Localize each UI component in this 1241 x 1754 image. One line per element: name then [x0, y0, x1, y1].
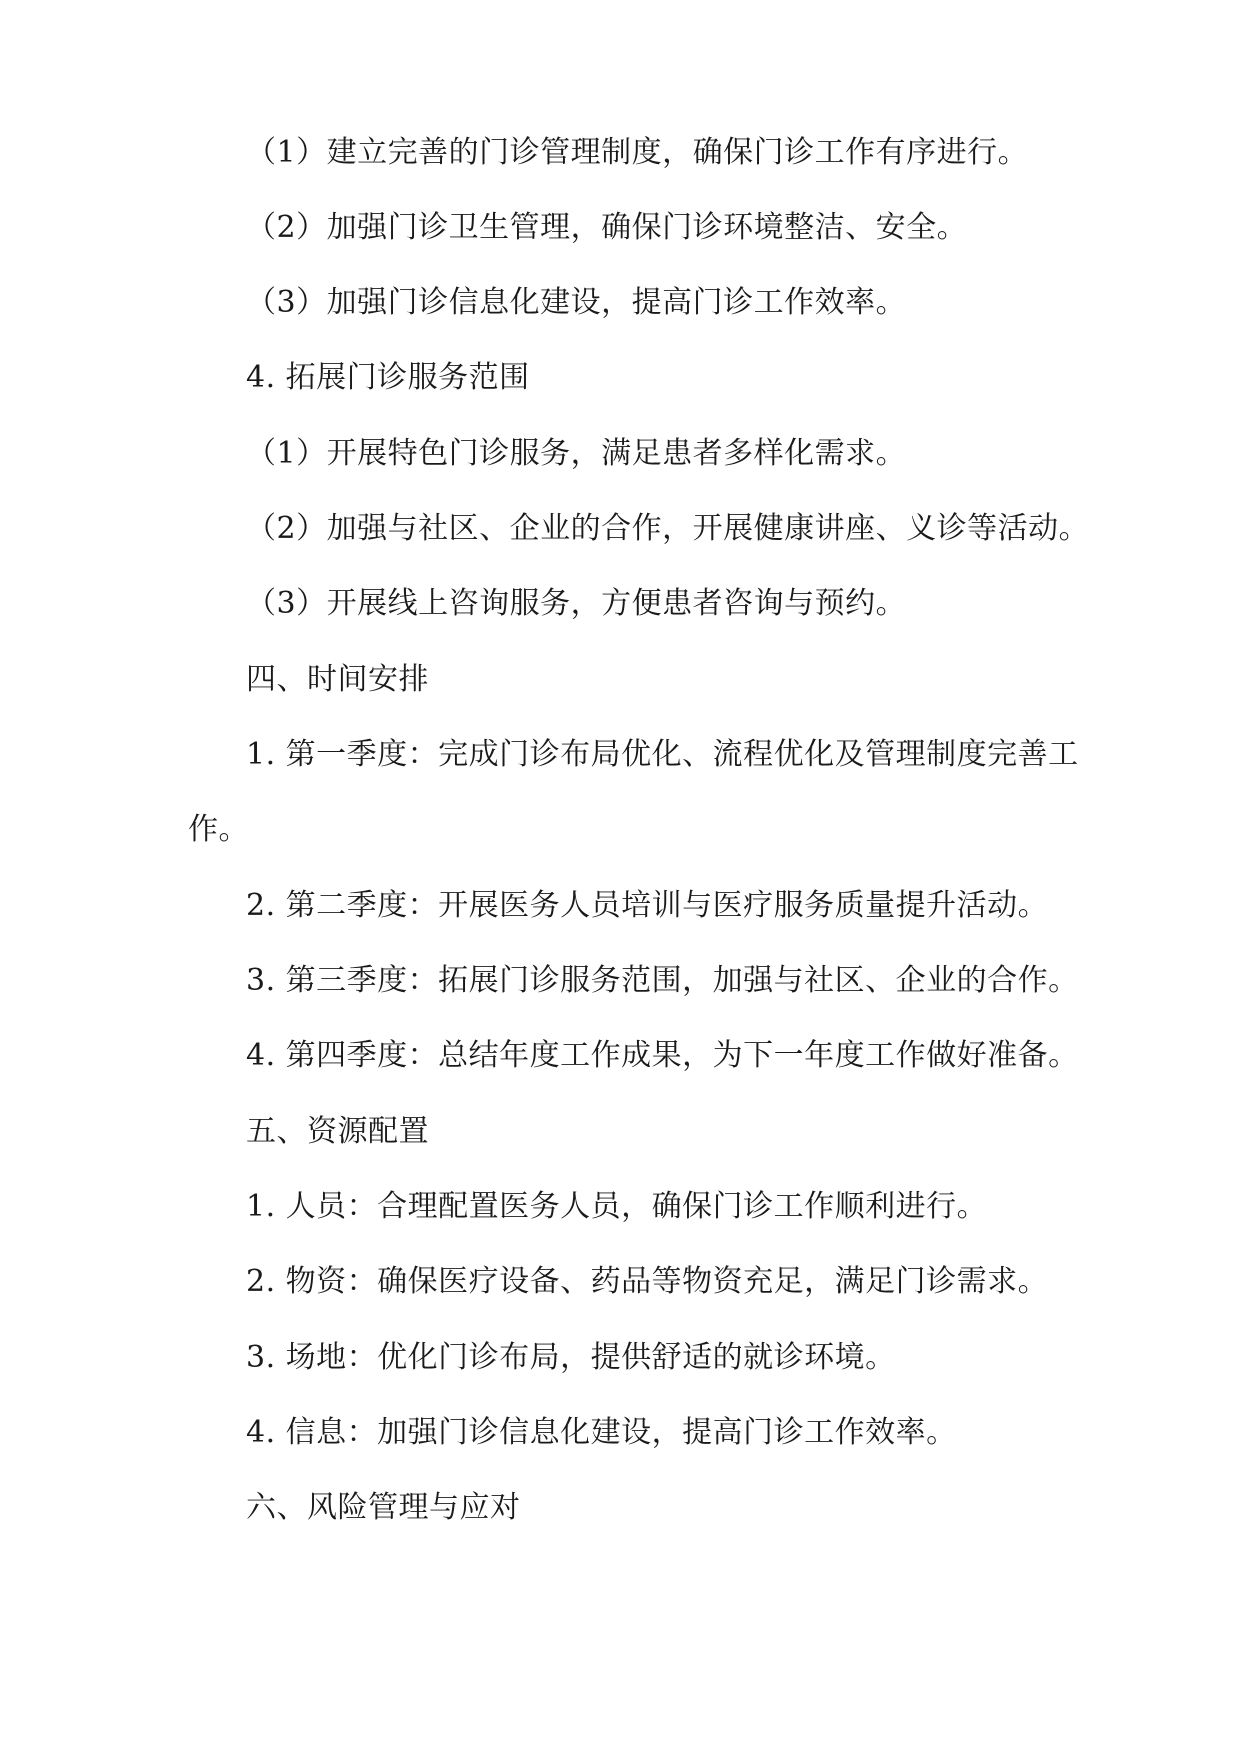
schedule-item-1-continuation: 作。: [188, 812, 249, 847]
section-heading-4: 4. 拓展门诊服务范围: [246, 360, 530, 395]
list-item-4-2: （2）加强与社区、企业的合作，开展健康讲座、义诊等活动。: [246, 511, 1090, 546]
resource-item-1: 1. 人员：合理配置医务人员，确保门诊工作顺利进行。: [246, 1189, 988, 1224]
section-heading-schedule: 四、时间安排: [246, 662, 429, 697]
section-heading-risk: 六、风险管理与应对: [246, 1490, 521, 1525]
list-item-1-2: （2）加强门诊卫生管理，确保门诊环境整洁、安全。: [246, 210, 968, 245]
resource-item-4: 4. 信息：加强门诊信息化建设，提高门诊工作效率。: [246, 1415, 957, 1450]
list-item-4-1: （1）开展特色门诊服务，满足患者多样化需求。: [246, 436, 907, 471]
resource-item-2: 2. 物资：确保医疗设备、药品等物资充足，满足门诊需求。: [246, 1264, 1049, 1299]
schedule-item-3: 3. 第三季度：拓展门诊服务范围，加强与社区、企业的合作。: [246, 963, 1079, 998]
section-heading-resources: 五、资源配置: [246, 1114, 429, 1149]
schedule-item-4: 4. 第四季度：总结年度工作成果，为下一年度工作做好准备。: [246, 1038, 1079, 1073]
list-item-4-3: （3）开展线上咨询服务，方便患者咨询与预约。: [246, 586, 907, 621]
list-item-1-3: （3）加强门诊信息化建设，提高门诊工作效率。: [246, 285, 907, 320]
list-item-1-1: （1）建立完善的门诊管理制度，确保门诊工作有序进行。: [246, 135, 1029, 170]
schedule-item-2: 2. 第二季度：开展医务人员培训与医疗服务质量提升活动。: [246, 888, 1049, 923]
resource-item-3: 3. 场地：优化门诊布局，提供舒适的就诊环境。: [246, 1340, 896, 1375]
schedule-item-1: 1. 第一季度：完成门诊布局优化、流程优化及管理制度完善工: [246, 737, 1079, 772]
